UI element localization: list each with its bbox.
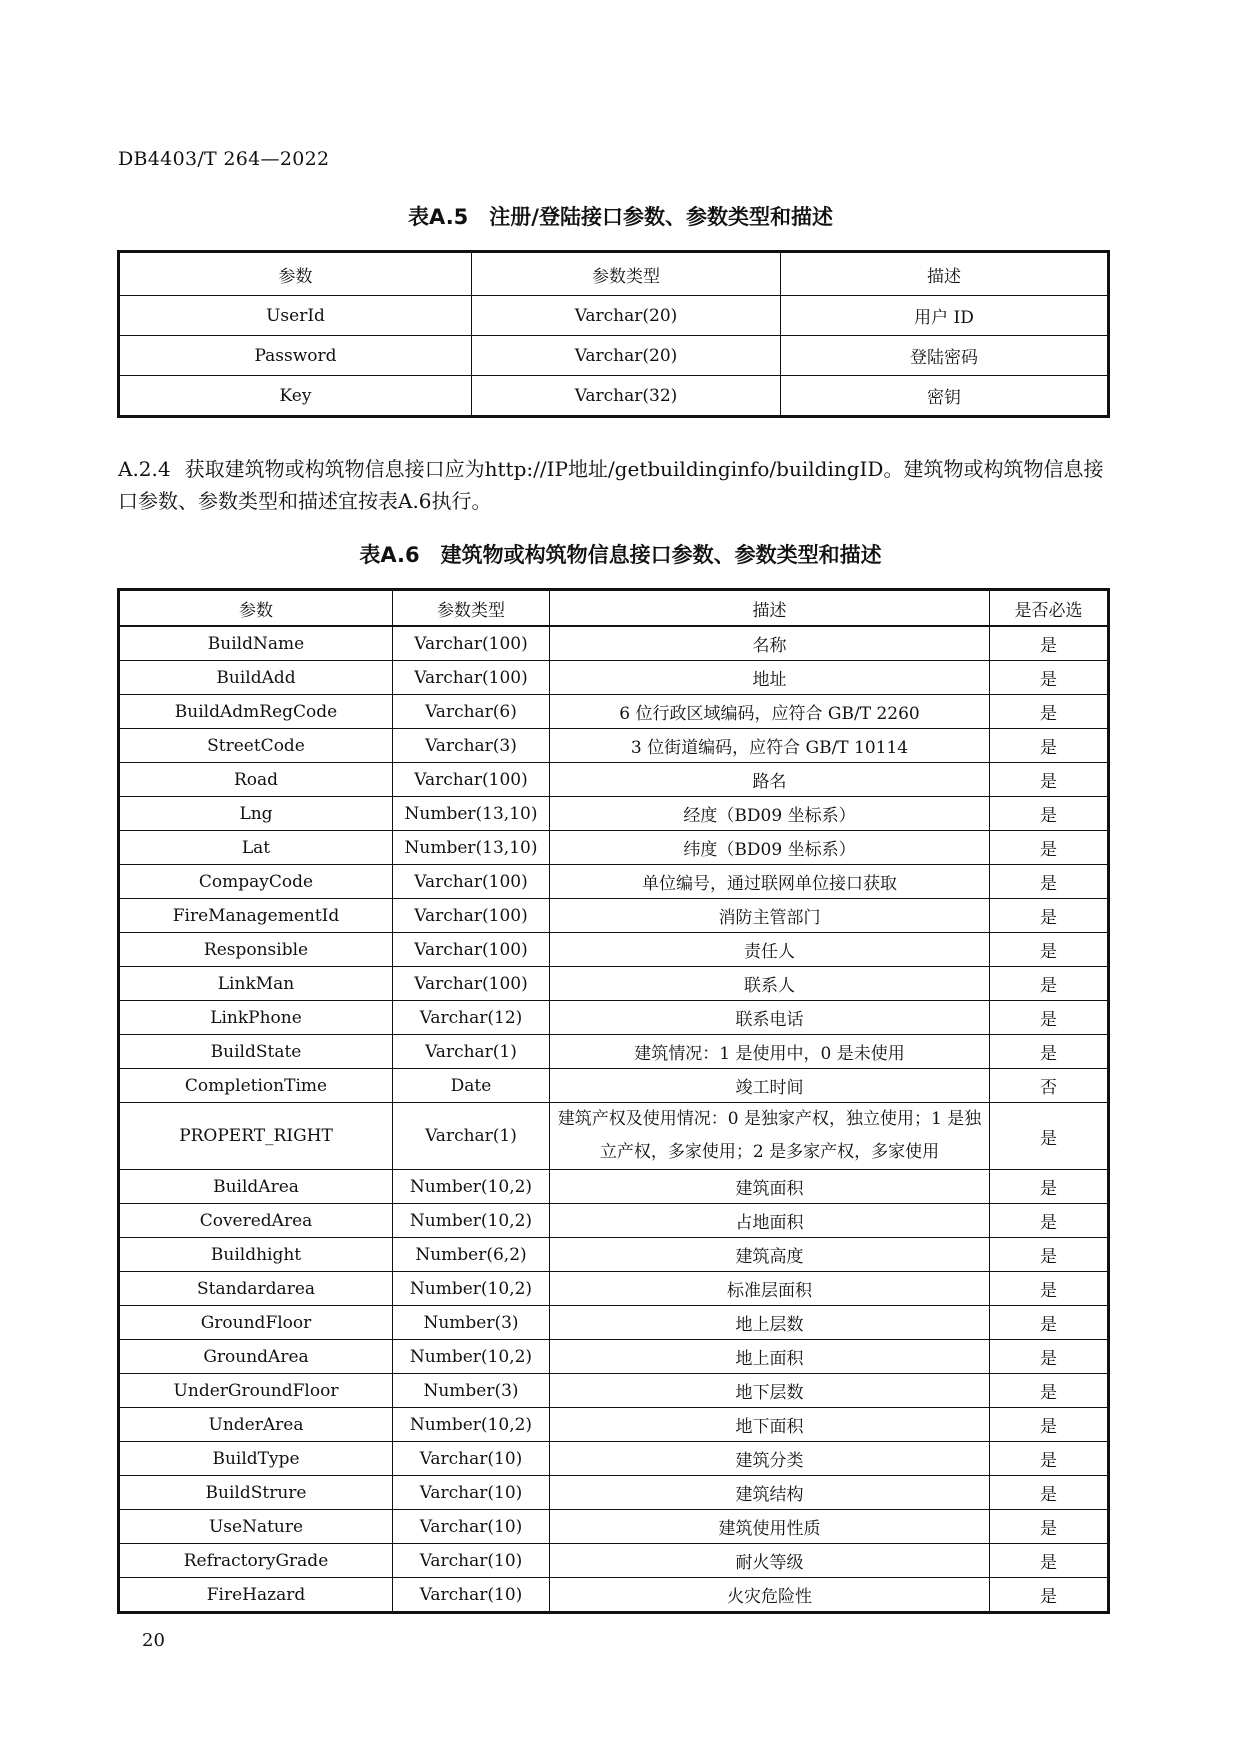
- table-cell: 是: [990, 865, 1109, 899]
- table-row: [119, 695, 1109, 729]
- table-cell: BuildStrure: [119, 1476, 393, 1510]
- document-id: DB4403/T 264—2022: [118, 148, 330, 170]
- column-header: 描述: [550, 590, 990, 627]
- table-cell: Buildhight: [119, 1238, 393, 1272]
- table-cell: Number(3): [393, 1374, 550, 1408]
- table-cell: 是: [990, 797, 1109, 831]
- table-row: [119, 729, 1109, 763]
- table-cell: 是: [990, 1442, 1109, 1476]
- table-row: [119, 1035, 1109, 1069]
- table-cell: 耐火等级: [550, 1544, 990, 1578]
- table-row: [119, 1001, 1109, 1035]
- table-row: [119, 336, 1109, 376]
- table-cell: Varchar(10): [393, 1476, 550, 1510]
- column-header: 是否必选: [990, 590, 1109, 627]
- table-cell: LinkMan: [119, 967, 393, 1001]
- table-row: [119, 763, 1109, 797]
- table-cell: Varchar(1): [393, 1035, 550, 1069]
- table-cell: BuildName: [119, 626, 393, 661]
- table-cell: 是: [990, 831, 1109, 865]
- table-cell: GroundArea: [119, 1340, 393, 1374]
- table-row: [119, 376, 1109, 417]
- table-cell: Number(13,10): [393, 831, 550, 865]
- table-cell: 是: [990, 1238, 1109, 1272]
- table-cell: 是: [990, 1476, 1109, 1510]
- table-cell: 是: [990, 1001, 1109, 1035]
- table-cell: 是: [990, 1408, 1109, 1442]
- table-cell: 是: [990, 1340, 1109, 1374]
- table-cell: 消防主管部门: [550, 899, 990, 933]
- table-row: [119, 1306, 1109, 1340]
- table-cell: BuildAdmRegCode: [119, 695, 393, 729]
- table-cell: Varchar(20): [472, 336, 781, 376]
- table-cell: Number(6,2): [393, 1238, 550, 1272]
- column-header: 参数: [119, 252, 472, 296]
- table-cell: 占地面积: [550, 1204, 990, 1238]
- table-header-row: [119, 252, 1109, 296]
- table-row: [119, 1476, 1109, 1510]
- table-cell: LinkPhone: [119, 1001, 393, 1035]
- table-cell: FireHazard: [119, 1578, 393, 1613]
- table-row: [119, 661, 1109, 695]
- column-header: 参数类型: [393, 590, 550, 627]
- table-row: [119, 296, 1109, 336]
- table-row: [119, 1374, 1109, 1408]
- table-cell: 竣工时间: [550, 1069, 990, 1103]
- table-cell: Varchar(100): [393, 763, 550, 797]
- table-cell: UseNature: [119, 1510, 393, 1544]
- table-cell: Number(10,2): [393, 1204, 550, 1238]
- table-cell: 标准层面积: [550, 1272, 990, 1306]
- table-cell: Varchar(100): [393, 661, 550, 695]
- table-cell: 建筑分类: [550, 1442, 990, 1476]
- table-cell: Number(10,2): [393, 1272, 550, 1306]
- table-row: [119, 797, 1109, 831]
- clause-text: 获取建筑物或构筑物信息接口应为http://IP地址/getbuildinginfo/buildingID。建筑物或构筑物信息接口参数、参数类型和描述宜按表A.6执行。: [118, 457, 1104, 513]
- table-cell: 路名: [550, 763, 990, 797]
- table-cell: CompletionTime: [119, 1069, 393, 1103]
- table-cell: 是: [990, 933, 1109, 967]
- table-cell: 责任人: [550, 933, 990, 967]
- table-cell: 经度（BD09 坐标系）: [550, 797, 990, 831]
- table-cell: Date: [393, 1069, 550, 1103]
- table-a5: [117, 250, 1110, 418]
- column-header: 参数类型: [472, 252, 781, 296]
- column-header: 描述: [781, 252, 1109, 296]
- table-cell: CoveredArea: [119, 1204, 393, 1238]
- table-cell: Number(3): [393, 1306, 550, 1340]
- table-row: [119, 967, 1109, 1001]
- table-cell: BuildArea: [119, 1170, 393, 1204]
- table-cell: FireManagementId: [119, 899, 393, 933]
- table-cell: UserId: [119, 296, 472, 336]
- table-cell: Varchar(10): [393, 1544, 550, 1578]
- table-row: [119, 1170, 1109, 1204]
- table-cell: 建筑结构: [550, 1476, 990, 1510]
- table-cell: Responsible: [119, 933, 393, 967]
- column-header: 参数: [119, 590, 393, 627]
- table-cell: Lat: [119, 831, 393, 865]
- table-cell: Varchar(100): [393, 933, 550, 967]
- table-cell: 用户 ID: [781, 296, 1109, 336]
- table-cell: BuildState: [119, 1035, 393, 1069]
- table-cell: 单位编号，通过联网单位接口获取: [550, 865, 990, 899]
- table-row: [119, 1510, 1109, 1544]
- table-cell: Number(13,10): [393, 797, 550, 831]
- table-row: [119, 1069, 1109, 1103]
- table-cell: Varchar(12): [393, 1001, 550, 1035]
- table-row: [119, 1238, 1109, 1272]
- table-cell: 建筑面积: [550, 1170, 990, 1204]
- table-cell: 地下层数: [550, 1374, 990, 1408]
- clause-number: A.2.4: [118, 457, 171, 481]
- table-a5-caption: 表A.5 注册/登陆接口参数、参数类型和描述: [408, 205, 833, 229]
- table-cell: 是: [990, 1578, 1109, 1613]
- table-row: [119, 899, 1109, 933]
- table-row: [119, 1340, 1109, 1374]
- table-cell: 是: [990, 1544, 1109, 1578]
- table-cell: 建筑使用性质: [550, 1510, 990, 1544]
- table-cell: 地上面积: [550, 1340, 990, 1374]
- table-cell: Number(10,2): [393, 1340, 550, 1374]
- table-cell: 地下面积: [550, 1408, 990, 1442]
- table-cell: 密钥: [781, 376, 1109, 417]
- table-cell: 地址: [550, 661, 990, 695]
- table-cell: RefractoryGrade: [119, 1544, 393, 1578]
- table-cell: 联系人: [550, 967, 990, 1001]
- table-cell: 建筑高度: [550, 1238, 990, 1272]
- table-cell: 是: [990, 626, 1109, 661]
- table-cell: 是: [990, 661, 1109, 695]
- table-cell: UnderArea: [119, 1408, 393, 1442]
- table-cell: GroundFloor: [119, 1306, 393, 1340]
- table-cell: PROPERT_RIGHT: [119, 1103, 393, 1170]
- table-cell: Varchar(6): [393, 695, 550, 729]
- table-cell: UnderGroundFloor: [119, 1374, 393, 1408]
- table-row: [119, 865, 1109, 899]
- table-cell: 登陆密码: [781, 336, 1109, 376]
- table-cell: Number(10,2): [393, 1170, 550, 1204]
- paragraph-a-2-4: [118, 453, 1118, 517]
- page-number: 20: [142, 1630, 165, 1651]
- table-cell: Road: [119, 763, 393, 797]
- table-row: [119, 1544, 1109, 1578]
- table-cell: 是: [990, 1204, 1109, 1238]
- table-a5-body: [119, 296, 1109, 417]
- table-cell: 是: [990, 1374, 1109, 1408]
- table-cell: 是: [990, 695, 1109, 729]
- table-row: [119, 1103, 1109, 1170]
- table-cell: 是: [990, 899, 1109, 933]
- table-a6-caption: 表A.6 建筑物或构筑物信息接口参数、参数类型和描述: [359, 543, 882, 567]
- table-cell: 火灾危险性: [550, 1578, 990, 1613]
- table-row: [119, 1204, 1109, 1238]
- table-cell: Varchar(20): [472, 296, 781, 336]
- table-header-row: [119, 590, 1109, 627]
- table-cell: Varchar(1): [393, 1103, 550, 1170]
- table-cell: 是: [990, 1170, 1109, 1204]
- table-cell: BuildType: [119, 1442, 393, 1476]
- table-cell: Varchar(100): [393, 865, 550, 899]
- table-cell: StreetCode: [119, 729, 393, 763]
- table-cell: CompayCode: [119, 865, 393, 899]
- table-row: [119, 831, 1109, 865]
- table-cell: 名称: [550, 626, 990, 661]
- table-a6: [117, 588, 1110, 1614]
- table-cell: 是: [990, 967, 1109, 1001]
- table-cell: Varchar(32): [472, 376, 781, 417]
- table-cell: Varchar(10): [393, 1510, 550, 1544]
- table-row: [119, 933, 1109, 967]
- table-cell: 纬度（BD09 坐标系）: [550, 831, 990, 865]
- table-cell: 是: [990, 1035, 1109, 1069]
- table-cell: 建筑情况：1 是使用中，0 是未使用: [550, 1035, 990, 1069]
- table-cell: 否: [990, 1069, 1109, 1103]
- table-cell: 6 位行政区域编码，应符合 GB/T 2260: [550, 695, 990, 729]
- table-row: [119, 1442, 1109, 1476]
- table-row: [119, 626, 1109, 661]
- table-cell: Varchar(100): [393, 899, 550, 933]
- table-cell: 是: [990, 729, 1109, 763]
- table-cell: BuildAdd: [119, 661, 393, 695]
- table-cell: Varchar(100): [393, 967, 550, 1001]
- table-cell: 是: [990, 1103, 1109, 1170]
- table-cell: 是: [990, 763, 1109, 797]
- table-cell: 是: [990, 1272, 1109, 1306]
- table-cell: 建筑产权及使用情况：0 是独家产权，独立使用；1 是独立产权，多家使用；2 是多家产权，多家使用: [550, 1103, 990, 1170]
- table-row: [119, 1578, 1109, 1613]
- table-cell: Number(10,2): [393, 1408, 550, 1442]
- table-cell: Key: [119, 376, 472, 417]
- table-cell: Lng: [119, 797, 393, 831]
- table-a6-body: [119, 626, 1109, 1613]
- table-cell: Standardarea: [119, 1272, 393, 1306]
- table-cell: 联系电话: [550, 1001, 990, 1035]
- table-cell: Varchar(100): [393, 626, 550, 661]
- table-cell: 3 位街道编码，应符合 GB/T 10114: [550, 729, 990, 763]
- table-cell: Varchar(10): [393, 1578, 550, 1613]
- table-cell: 地上层数: [550, 1306, 990, 1340]
- table-cell: 是: [990, 1306, 1109, 1340]
- table-cell: 是: [990, 1510, 1109, 1544]
- table-cell: Varchar(3): [393, 729, 550, 763]
- table-row: [119, 1272, 1109, 1306]
- table-cell: Password: [119, 336, 472, 376]
- table-row: [119, 1408, 1109, 1442]
- table-cell: Varchar(10): [393, 1442, 550, 1476]
